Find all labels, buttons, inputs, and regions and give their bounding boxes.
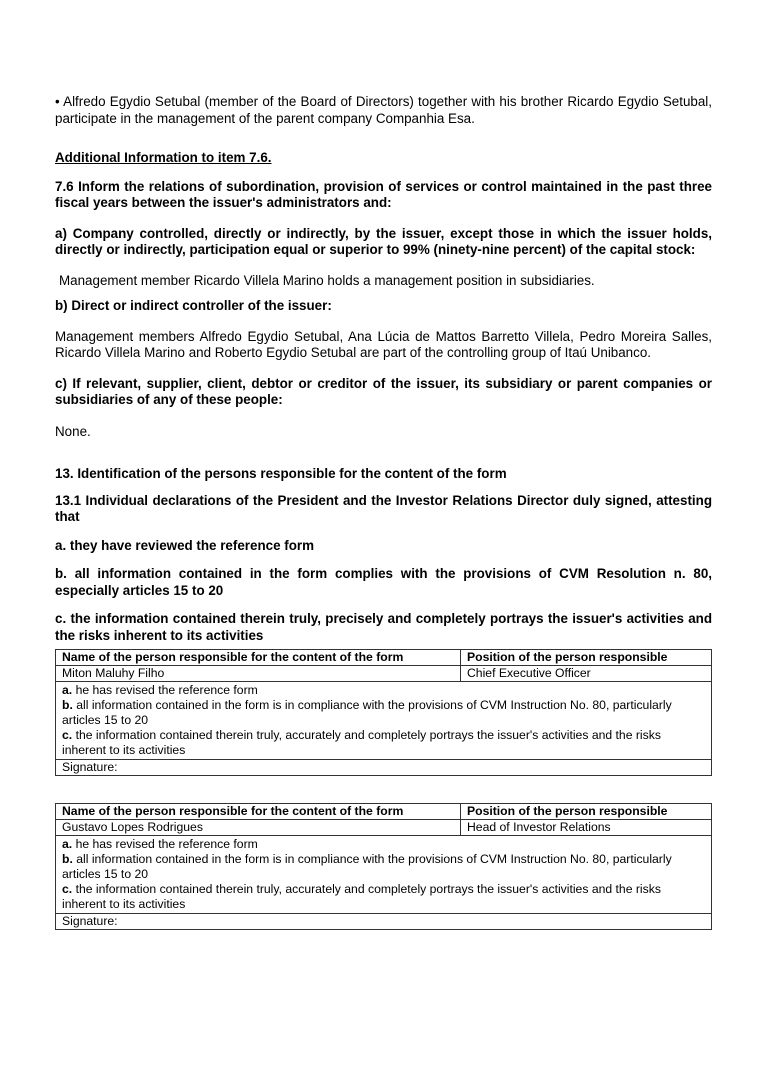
intro-paragraph: • Alfredo Egydio Setubal (member of the Board of Directors) together with his brother Ricardo Egydio Setubal, participate in the management of the parent company Companhia Esa. xyxy=(55,94,712,126)
item-7-6-b-heading: b) Direct or indirect controller of the issuer: xyxy=(55,298,332,313)
responsible-position: Head of Investor Relations xyxy=(461,820,712,836)
item-7-6-heading: 7.6 Inform the relations of subordination, provision of services or control maintained in the past three fiscal years between the issuer's administrators and: xyxy=(55,178,712,210)
document-page xyxy=(55,94,712,930)
additional-info-heading: Additional Information to item 7.6. xyxy=(55,150,272,165)
responsible-position: Chief Executive Officer xyxy=(461,666,712,682)
signature-field: Signature: xyxy=(56,760,712,776)
item-7-6-c-heading: c) If relevant, supplier, client, debtor or creditor of the issuer, its subsidiary or parent companies or subsidiaries of any of these people: xyxy=(55,375,712,407)
declaration-item-b: b. all information contained in the form is in compliance with the provisions of CVM Instruction No. 80, particularly articles 15 to 20 xyxy=(62,852,672,881)
declaration-table-ir xyxy=(55,803,712,930)
section-13-item-a: a. they have reviewed the reference form xyxy=(55,537,314,553)
col-header-name: Name of the person responsible for the content of the form xyxy=(56,650,461,666)
declaration-item-c: c. the information contained therein truly, accurately and completely portrays the issuer's activities and the risks inherent to its activities xyxy=(62,882,661,911)
col-header-name: Name of the person responsible for the content of the form xyxy=(56,804,461,820)
declaration-item-c: c. the information contained therein truly, accurately and completely portrays the issuer's activities and the risks inherent to its activities xyxy=(62,728,661,757)
section-13-item-c: c. the information contained therein truly, precisely and completely portrays the issuer's activities and the risks inherent to its activities xyxy=(55,611,712,643)
declaration-items xyxy=(56,682,712,760)
declaration-table-ceo xyxy=(55,649,712,776)
col-header-position: Position of the person responsible xyxy=(461,650,712,666)
responsible-name: Gustavo Lopes Rodrigues xyxy=(56,820,461,836)
section-13-item-b: b. all information contained in the form complies with the provisions of CVM Resolution n. 80, especially articles 15 to 20 xyxy=(55,566,712,598)
declaration-items xyxy=(56,836,712,914)
section-13-heading: 13. Identification of the persons responsible for the content of the form xyxy=(55,466,507,481)
item-7-6-a-text: Management member Ricardo Villela Marino holds a management position in subsidiaries. xyxy=(59,272,595,288)
col-header-position: Position of the person responsible xyxy=(461,804,712,820)
responsible-name: Miton Maluhy Filho xyxy=(56,666,461,682)
section-13-1-heading: 13.1 Individual declarations of the President and the Investor Relations Director duly signed, attesting that xyxy=(55,492,712,524)
declaration-item-b: b. all information contained in the form is in compliance with the provisions of CVM Instruction No. 80, particularly articles 15 to 20 xyxy=(62,698,672,727)
declaration-item-a: a. he has revised the reference form xyxy=(62,837,258,851)
declaration-item-a: a. he has revised the reference form xyxy=(62,683,258,697)
item-7-6-b-text: Management members Alfredo Egydio Setubal, Ana Lúcia de Mattos Barretto Villela, Pedro Moreira Salles, Ricardo Villela Marino and Roberto Egydio Setubal are part of the controlling group of Itaú Unibanco. xyxy=(55,328,712,360)
item-7-6-a-heading: a) Company controlled, directly or indirectly, by the issuer, except those in which the issuer holds, directly or indirectly, participation equal or superior to 99% (ninety-nine percent) of the capital stock: xyxy=(55,225,712,257)
signature-field: Signature: xyxy=(56,914,712,930)
item-7-6-c-text: None. xyxy=(55,423,91,439)
